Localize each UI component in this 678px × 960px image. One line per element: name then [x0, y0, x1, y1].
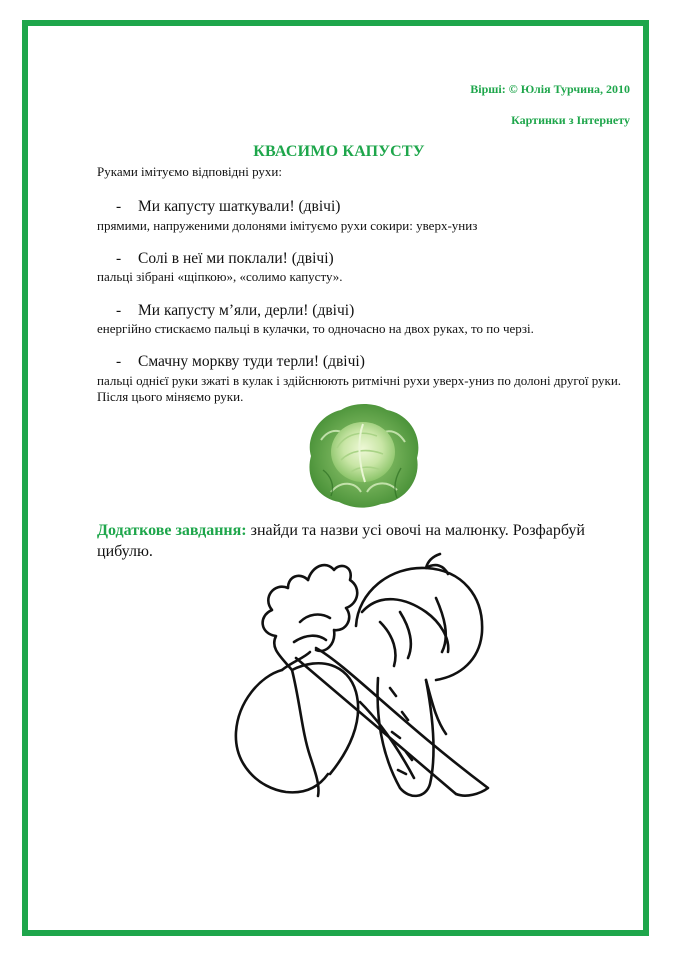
- note-1: прямими, напруженими долонями імітуємо рухи сокири: уверх-униз: [97, 218, 478, 233]
- cabbage-image: [301, 400, 425, 508]
- note-2: пальці зібрані «щіпкою», «солимо капусту».: [97, 269, 343, 284]
- vegetables-drawing: [230, 552, 492, 802]
- images-credit: Картинки з Інтернету: [511, 113, 630, 127]
- verse-4-text: Смачну моркву туди терли! (двічі): [138, 353, 365, 370]
- verse-dash: -: [116, 353, 122, 370]
- verse-4: [116, 353, 365, 371]
- intro-text: Руками імітуємо відповідні рухи:: [97, 164, 282, 179]
- verse-dash: -: [116, 302, 122, 319]
- author-credit: Вірші: © Юлія Турчина, 2010: [470, 82, 630, 96]
- verse-1-text: Ми капусту шаткували! (двічі): [138, 198, 341, 215]
- extra-task-text: знайди та назви усі овочі на малюнку. Розфарбуй цибулю.: [97, 522, 585, 560]
- verse-dash: -: [116, 250, 122, 267]
- verse-1: [116, 198, 340, 216]
- note-3: енергійно стискаємо пальці в кулачки, то одночасно на двох руках, то по черзі.: [97, 321, 534, 336]
- page-title: КВАСИМО КАПУСТУ: [253, 143, 425, 160]
- verse-dash: -: [116, 198, 122, 215]
- verse-2-text: Солі в неї ми поклали! (двічі): [138, 250, 334, 267]
- extra-task-label: Додаткове завдання:: [97, 522, 247, 539]
- verse-2: [116, 250, 334, 268]
- verse-3: [116, 302, 354, 320]
- note-4: пальці однієї руки зжаті в кулак і здійснюють ритмічні рухи уверх-униз по долоні другої руки. Після цього міняємо руки.: [97, 373, 622, 404]
- verse-3-text: Ми капусту м’яли, дерли! (двічі): [138, 302, 355, 319]
